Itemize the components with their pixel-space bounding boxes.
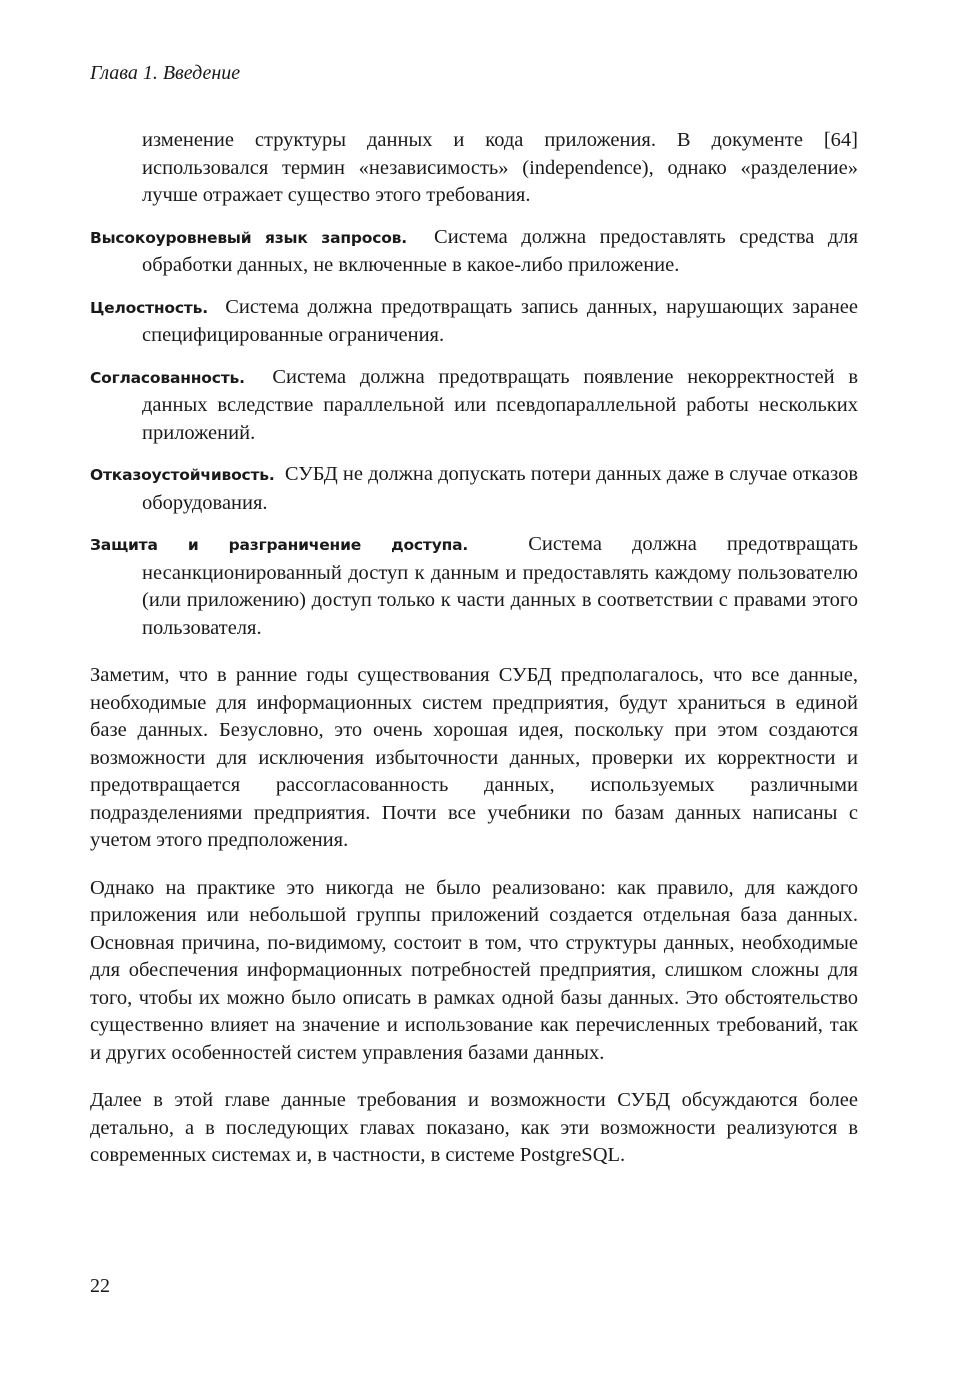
definition-text: СУБД не должна допускать потери данных даже в случае отказов оборудования. [142,463,859,514]
definition-term: Согласованность. [90,368,245,387]
definition-term: Высокоуровневый язык запросов. [90,228,407,247]
definition-fault-tolerance [90,461,858,517]
definition-text: Система должна предотвращать появление некорректностей в данных вследствие параллельной или псевдопараллельной работы нескольких приложений. [142,365,859,444]
body-paragraph: Далее в этой главе данные требования и возможности СУБД обсуждаются более детально, а в последующих главах показано, как эти возможности реализуются в современных системах и, в частности, в системе PostgreSQL. [90,1089,858,1166]
definition-text: Система должна предотвращать несанкционированный доступ к данным и предоставлять каждому пользователю (или приложению) доступ только к части данных в соответствии с правами этого пользователя. [142,533,859,639]
continuation-text: изменение структуры данных и кода приложения. В документе [64] использовался термин «независимость» (independence), однако «разделение» лучше отражает существо этого требования. [142,129,858,206]
definition-term: Отказоустойчивость. [90,466,275,484]
definition-text: Система должна предоставлять средства для обработки данных, не включенные в какое-либо приложение. [142,225,859,276]
definition-text: Система должна предотвращать запись данных, нарушающих заранее специфицированные ограничения. [142,295,858,346]
body-paragraph: Однако на практике это никогда не было реализовано: как правило, для каждого приложения или небольшой группы приложений создается отдельная база данных. Основная причина, по-видимому, состоит в том, что структуры данных, необходимые для обеспечения информационных потребностей предприятия, слишком сложны для того, чтобы их можно было описать в рамках одной базы данных. Это обстоятельство существенно влияет на значение и использование как перечисленных требований, так и других особенностей систем управления базами данных. [90,876,858,1064]
definition-consistency [90,364,858,448]
page-number: 22 [90,1275,110,1297]
page-body [90,127,858,1170]
running-header: Глава 1. Введение [90,62,241,84]
definition-term: Защита и разграничение доступа. [90,536,469,554]
definition-access-control [90,531,858,642]
definition-integrity [90,294,858,350]
body-paragraph: Заметим, что в ранние годы существования СУБД предполагалось, что все данные, необходимые для информационных систем предприятия, будут храниться в единой базе данных. Безусловно, это очень хорошая идея, поскольку при этом создаются возможности для исключения избыточности данных, проверки их корректности и предотвращается рассогласованность данных, используемых различными подразделениями предприятия. Почти все учебники по базам данных написаны с учетом этого предположения. [90,664,858,851]
definition-term: Целостность. [90,298,208,317]
definition-query-language [90,224,858,280]
